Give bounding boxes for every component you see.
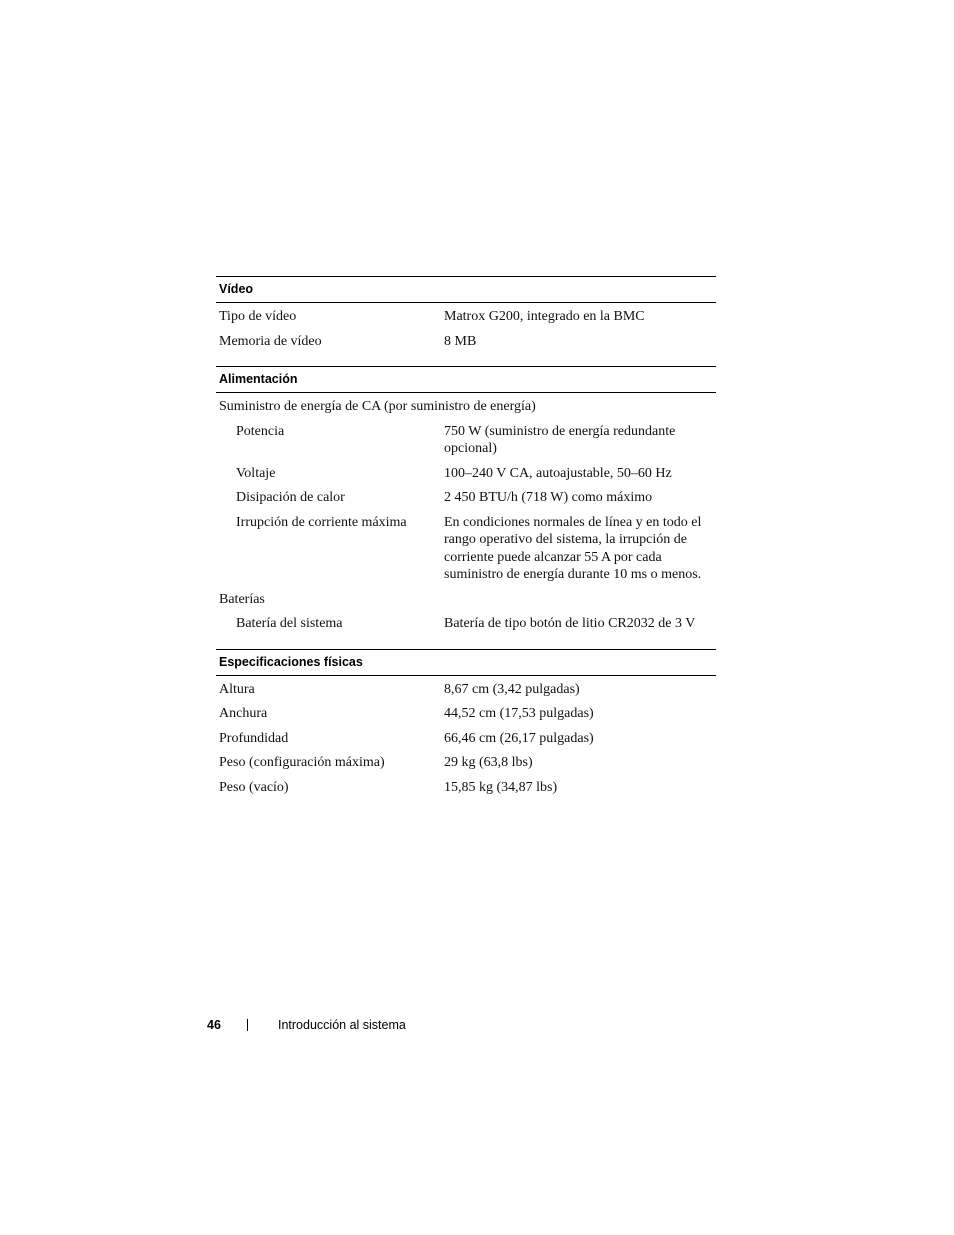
spec-subheading (216, 588, 716, 613)
spec-label: Irrupción de corriente máxima (236, 514, 407, 530)
spec-label: Altura (219, 681, 255, 697)
spec-label: Memoria de vídeo (219, 333, 322, 349)
spec-label: Profundidad (219, 730, 289, 746)
page-number: 46 (207, 1018, 221, 1032)
footer-separator (247, 1019, 248, 1031)
spec-label: Potencia (236, 423, 285, 439)
ac-supply-label: Suministro de energía de CA (por suministro de energía) (219, 399, 536, 414)
spec-value: 15,85 kg (34,87 lbs) (444, 779, 558, 795)
spec-value: 8 MB (444, 333, 477, 349)
section-header-physical: Especificaciones físicas (216, 649, 716, 676)
spec-value: 8,67 cm (3,42 pulgadas) (444, 681, 580, 697)
spec-label: Peso (vacío) (219, 779, 289, 795)
spec-value: 750 W (suministro de energía redundante opcional) (444, 423, 676, 456)
spec-label: Tipo de vídeo (219, 309, 297, 324)
spec-row (216, 727, 716, 752)
spec-value: Batería de tipo botón de litio CR2032 de 3 V (444, 616, 696, 631)
section-header-video: Vídeo (216, 276, 716, 303)
spec-label: Batería del sistema (236, 616, 343, 631)
spec-row (216, 612, 716, 637)
spec-row (216, 420, 716, 462)
spec-row (216, 776, 716, 801)
spec-label: Disipación de calor (236, 490, 345, 505)
physical-rows (216, 676, 716, 801)
spec-row (216, 462, 716, 487)
spec-value: 44,52 cm (17,53 pulgadas) (444, 706, 594, 721)
spec-value: 100–240 V CA, autoajustable, 50–60 Hz (444, 465, 672, 481)
section-header-power: Alimentación (216, 366, 716, 393)
spec-row (216, 678, 716, 703)
spec-row (216, 511, 716, 588)
spec-label: Anchura (219, 706, 268, 721)
batteries-label: Baterías (219, 591, 265, 607)
spec-row (216, 751, 716, 776)
spec-table (216, 276, 716, 800)
spec-row (216, 330, 716, 355)
spec-value: 2 450 BTU/h (718 W) como máximo (444, 490, 653, 505)
spec-value: Matrox G200, integrado en la BMC (444, 309, 645, 324)
spec-row (216, 305, 716, 330)
video-rows (216, 303, 716, 354)
power-rows (216, 393, 716, 637)
spec-row (216, 486, 716, 511)
spec-label: Voltaje (236, 465, 276, 481)
spec-row (216, 702, 716, 727)
footer-chapter-title: Introducción al sistema (278, 1018, 406, 1032)
spec-label: Peso (configuración máxima) (219, 755, 385, 770)
spec-value: 66,46 cm (26,17 pulgadas) (444, 730, 594, 746)
spec-value: 29 kg (63,8 lbs) (444, 755, 533, 770)
spec-value: En condiciones normales de línea y en todo el rango operativo del sistema, la irrupción de corriente puede alcanzar 55 A por cada suministro de energía durante 10 ms o menos. (444, 514, 702, 582)
spec-subheading (216, 395, 716, 420)
